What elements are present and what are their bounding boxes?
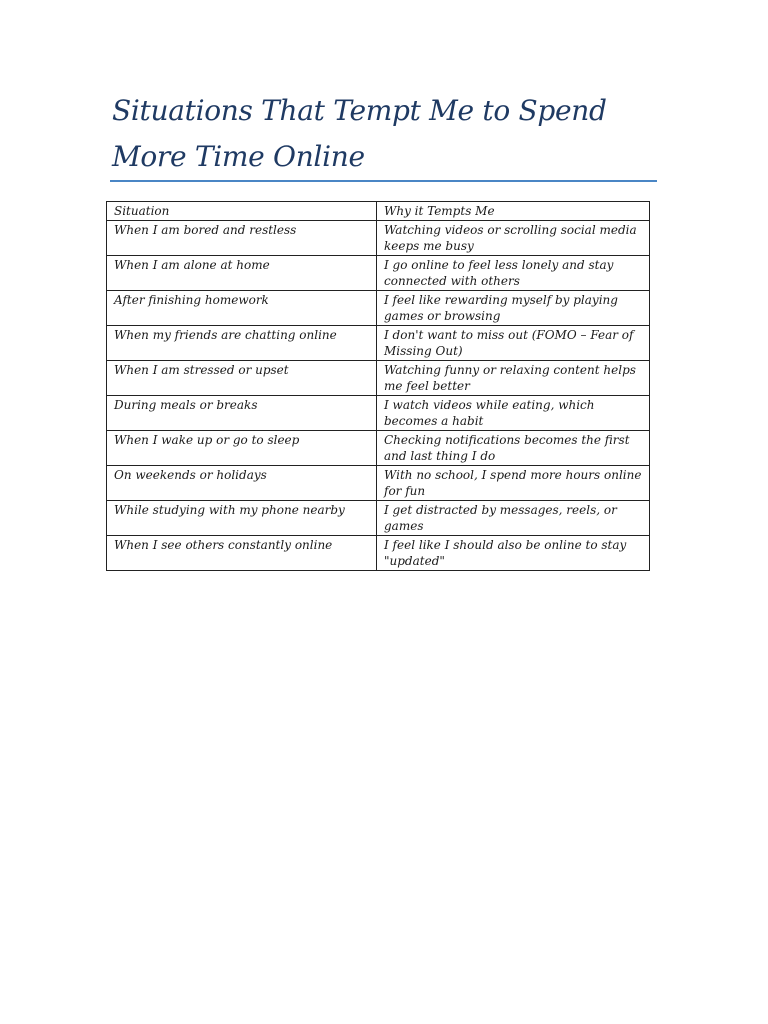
situation-cell: When my friends are chatting online	[107, 325, 377, 360]
reason-cell: I watch videos while eating, which becomes a habit	[377, 395, 650, 430]
reason-cell: Checking notifications becomes the first and last thing I do	[377, 430, 650, 465]
table-row	[107, 325, 650, 360]
table-row	[107, 360, 650, 395]
reason-cell: I feel like I should also be online to stay "updated"	[377, 535, 650, 570]
column-header-situation: Situation	[107, 202, 377, 221]
situation-cell: When I am alone at home	[107, 255, 377, 290]
table-row	[107, 395, 650, 430]
situation-cell: While studying with my phone nearby	[107, 500, 377, 535]
situation-cell: When I am stressed or upset	[107, 360, 377, 395]
column-header-reason: Why it Tempts Me	[377, 202, 650, 221]
situation-cell: When I am bored and restless	[107, 220, 377, 255]
table-row	[107, 500, 650, 535]
table-row	[107, 220, 650, 255]
table-row	[107, 535, 650, 570]
reason-cell: I feel like rewarding myself by playing games or browsing	[377, 290, 650, 325]
situation-cell: On weekends or holidays	[107, 465, 377, 500]
reason-cell: With no school, I spend more hours online for fun	[377, 465, 650, 500]
page-title: Situations That Tempt Me to Spend More Time Online	[112, 94, 607, 173]
table-header-row	[107, 202, 650, 221]
reason-cell: I don't want to miss out (FOMO – Fear of Missing Out)	[377, 325, 650, 360]
reason-cell: Watching funny or relaxing content helps me feel better	[377, 360, 650, 395]
reason-cell: I get distracted by messages, reels, or games	[377, 500, 650, 535]
situation-cell: When I see others constantly online	[107, 535, 377, 570]
table-row	[107, 255, 650, 290]
situation-cell: During meals or breaks	[107, 395, 377, 430]
title-divider	[110, 180, 657, 182]
table-row	[107, 290, 650, 325]
table-row	[107, 430, 650, 465]
situation-cell: After finishing homework	[107, 290, 377, 325]
reason-cell: I go online to feel less lonely and stay connected with others	[377, 255, 650, 290]
situation-cell: When I wake up or go to sleep	[107, 430, 377, 465]
table-row	[107, 465, 650, 500]
temptations-table	[106, 201, 650, 571]
reason-cell: Watching videos or scrolling social media keeps me busy	[377, 220, 650, 255]
